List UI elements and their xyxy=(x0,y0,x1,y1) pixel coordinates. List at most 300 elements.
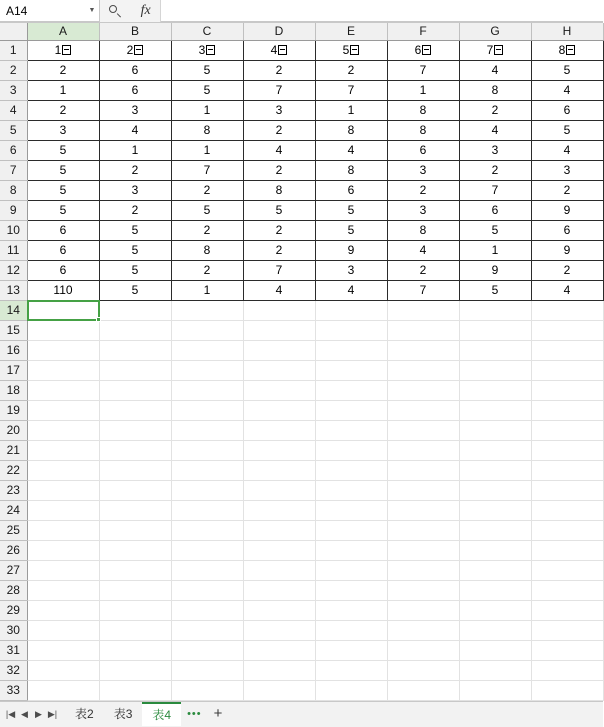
cell[interactable] xyxy=(387,300,459,320)
column-header-H[interactable]: H xyxy=(531,23,603,40)
cell[interactable]: 8 xyxy=(171,120,243,140)
cell[interactable] xyxy=(27,340,99,360)
cell[interactable] xyxy=(531,340,603,360)
cell[interactable] xyxy=(27,540,99,560)
cell[interactable]: 5 xyxy=(531,60,603,80)
select-all-corner[interactable] xyxy=(0,23,27,40)
cell[interactable] xyxy=(243,460,315,480)
cell[interactable] xyxy=(315,580,387,600)
row-header-7[interactable]: 7 xyxy=(0,160,27,180)
cell[interactable] xyxy=(99,400,171,420)
row-header-1[interactable]: 1 xyxy=(0,40,27,60)
cell[interactable]: 5 xyxy=(171,60,243,80)
row-header-24[interactable]: 24 xyxy=(0,500,27,520)
column-header-F[interactable]: F xyxy=(387,23,459,40)
cell[interactable] xyxy=(387,560,459,580)
fx-icon[interactable]: fx xyxy=(140,3,151,18)
cell[interactable]: 6 xyxy=(315,180,387,200)
cell[interactable]: 4 xyxy=(243,280,315,300)
row-header-16[interactable]: 16 xyxy=(0,340,27,360)
cell[interactable]: 3 xyxy=(99,180,171,200)
cell[interactable]: 2 xyxy=(243,120,315,140)
cell[interactable]: 6 xyxy=(27,240,99,260)
cell[interactable] xyxy=(99,620,171,640)
cell[interactable]: 2 xyxy=(459,160,531,180)
cell[interactable] xyxy=(387,320,459,340)
cell[interactable]: 2 xyxy=(243,60,315,80)
cell[interactable]: 6 xyxy=(531,100,603,120)
cell[interactable]: 7 xyxy=(459,40,531,60)
cell[interactable]: 2 xyxy=(99,160,171,180)
cell[interactable] xyxy=(243,520,315,540)
cell[interactable] xyxy=(27,480,99,500)
cell[interactable] xyxy=(531,640,603,660)
cell[interactable]: 8 xyxy=(243,180,315,200)
cell[interactable] xyxy=(243,360,315,380)
cell[interactable]: 2 xyxy=(243,220,315,240)
nav-next-icon[interactable]: ▶ xyxy=(35,709,42,719)
cell[interactable]: 2 xyxy=(171,220,243,240)
cell[interactable]: 8 xyxy=(531,40,603,60)
cell[interactable] xyxy=(27,580,99,600)
cell[interactable] xyxy=(99,580,171,600)
cell[interactable]: 2 xyxy=(99,200,171,220)
cell[interactable] xyxy=(315,380,387,400)
cell[interactable] xyxy=(459,420,531,440)
cell[interactable] xyxy=(99,440,171,460)
cell[interactable] xyxy=(531,680,603,700)
cell[interactable] xyxy=(387,440,459,460)
sheet-tab-3[interactable]: 表4 xyxy=(142,702,181,726)
cell[interactable] xyxy=(387,620,459,640)
cell[interactable] xyxy=(315,360,387,380)
cell[interactable]: 5 xyxy=(99,240,171,260)
cell[interactable]: 1 xyxy=(27,40,99,60)
cell[interactable] xyxy=(171,580,243,600)
cell[interactable] xyxy=(99,340,171,360)
cell[interactable]: 110 xyxy=(27,280,99,300)
cell[interactable]: 2 xyxy=(171,180,243,200)
cell[interactable]: 5 xyxy=(27,160,99,180)
cell[interactable] xyxy=(243,380,315,400)
cell[interactable] xyxy=(459,640,531,660)
cell[interactable] xyxy=(387,520,459,540)
cell[interactable] xyxy=(459,380,531,400)
row-header-15[interactable]: 15 xyxy=(0,320,27,340)
cell[interactable]: 2 xyxy=(531,180,603,200)
cell[interactable] xyxy=(171,680,243,700)
cell[interactable]: 6 xyxy=(387,140,459,160)
cell[interactable] xyxy=(27,420,99,440)
row-header-28[interactable]: 28 xyxy=(0,580,27,600)
cell[interactable] xyxy=(27,320,99,340)
cell[interactable]: 2 xyxy=(387,260,459,280)
cell[interactable]: 2 xyxy=(243,160,315,180)
cell[interactable] xyxy=(315,440,387,460)
cell[interactable]: 3 xyxy=(99,100,171,120)
cell[interactable] xyxy=(171,440,243,460)
cell[interactable] xyxy=(243,600,315,620)
cell[interactable] xyxy=(387,540,459,560)
cell[interactable] xyxy=(99,320,171,340)
cell[interactable] xyxy=(171,480,243,500)
cell[interactable] xyxy=(459,480,531,500)
cell[interactable] xyxy=(315,460,387,480)
cell[interactable]: 2 xyxy=(27,100,99,120)
row-header-27[interactable]: 27 xyxy=(0,560,27,580)
formula-input[interactable] xyxy=(161,0,603,22)
cell[interactable]: 1 xyxy=(387,80,459,100)
cell[interactable] xyxy=(27,500,99,520)
cell[interactable]: 5 xyxy=(315,40,387,60)
add-sheet-icon[interactable]: + xyxy=(213,705,223,722)
cell[interactable]: 1 xyxy=(315,100,387,120)
cell[interactable] xyxy=(459,580,531,600)
cell[interactable] xyxy=(99,680,171,700)
row-header-4[interactable]: 4 xyxy=(0,100,27,120)
cell[interactable] xyxy=(315,660,387,680)
cell[interactable] xyxy=(531,320,603,340)
column-header-A[interactable]: A xyxy=(27,23,99,40)
cell[interactable]: 5 xyxy=(27,140,99,160)
cell[interactable] xyxy=(459,320,531,340)
cell[interactable] xyxy=(315,640,387,660)
cell[interactable] xyxy=(315,400,387,420)
cell[interactable]: 6 xyxy=(459,200,531,220)
row-header-5[interactable]: 5 xyxy=(0,120,27,140)
cell[interactable]: 7 xyxy=(171,160,243,180)
cell[interactable]: 4 xyxy=(315,280,387,300)
cell[interactable] xyxy=(243,300,315,320)
cell[interactable] xyxy=(387,640,459,660)
row-header-17[interactable]: 17 xyxy=(0,360,27,380)
cell[interactable]: 5 xyxy=(315,220,387,240)
cell[interactable] xyxy=(27,680,99,700)
cell[interactable]: 8 xyxy=(387,100,459,120)
cell[interactable]: 5 xyxy=(459,220,531,240)
cell[interactable] xyxy=(99,420,171,440)
cell[interactable] xyxy=(315,480,387,500)
cell[interactable] xyxy=(459,460,531,480)
cell[interactable] xyxy=(387,340,459,360)
row-header-13[interactable]: 13 xyxy=(0,280,27,300)
name-box[interactable] xyxy=(0,0,100,22)
cell[interactable] xyxy=(531,560,603,580)
cell[interactable] xyxy=(387,420,459,440)
cell[interactable] xyxy=(459,680,531,700)
cell[interactable]: 5 xyxy=(315,200,387,220)
cell[interactable]: 3 xyxy=(387,200,459,220)
cell[interactable] xyxy=(243,660,315,680)
row-header-31[interactable]: 31 xyxy=(0,640,27,660)
cell[interactable] xyxy=(387,460,459,480)
cell[interactable] xyxy=(531,300,603,320)
cell[interactable] xyxy=(315,520,387,540)
cell[interactable]: 1 xyxy=(459,240,531,260)
cell[interactable]: 2 xyxy=(27,60,99,80)
cell[interactable]: 9 xyxy=(531,240,603,260)
cell[interactable] xyxy=(99,460,171,480)
cell[interactable]: 8 xyxy=(315,160,387,180)
cell[interactable] xyxy=(27,440,99,460)
row-header-10[interactable]: 10 xyxy=(0,220,27,240)
row-header-11[interactable]: 11 xyxy=(0,240,27,260)
cell[interactable] xyxy=(315,600,387,620)
cell[interactable] xyxy=(99,600,171,620)
cell[interactable] xyxy=(531,460,603,480)
cell[interactable]: 6 xyxy=(99,60,171,80)
cell[interactable] xyxy=(531,420,603,440)
cell[interactable]: 3 xyxy=(243,100,315,120)
nav-first-icon[interactable]: |◀ xyxy=(5,709,16,719)
cell[interactable] xyxy=(171,600,243,620)
cell[interactable] xyxy=(531,540,603,560)
sheet-tab-2[interactable]: 表3 xyxy=(104,702,143,726)
cell[interactable] xyxy=(459,400,531,420)
cell[interactable]: 6 xyxy=(99,80,171,100)
cell[interactable] xyxy=(27,640,99,660)
cell[interactable] xyxy=(387,600,459,620)
cell[interactable]: 5 xyxy=(243,200,315,220)
cell[interactable]: 8 xyxy=(387,120,459,140)
cell[interactable]: 3 xyxy=(315,260,387,280)
cell[interactable] xyxy=(387,380,459,400)
cell[interactable] xyxy=(531,380,603,400)
column-header-B[interactable]: B xyxy=(99,23,171,40)
cell[interactable]: 7 xyxy=(387,60,459,80)
cell[interactable] xyxy=(99,640,171,660)
cell[interactable] xyxy=(243,560,315,580)
column-header-C[interactable]: C xyxy=(171,23,243,40)
cell[interactable] xyxy=(459,360,531,380)
cell[interactable] xyxy=(459,520,531,540)
cell[interactable] xyxy=(27,300,99,320)
cell[interactable] xyxy=(99,560,171,580)
cell[interactable] xyxy=(531,480,603,500)
cell[interactable] xyxy=(99,480,171,500)
cell[interactable] xyxy=(243,420,315,440)
cell[interactable] xyxy=(171,320,243,340)
cell[interactable] xyxy=(315,560,387,580)
cell[interactable] xyxy=(315,300,387,320)
cell[interactable]: 1 xyxy=(99,140,171,160)
row-header-22[interactable]: 22 xyxy=(0,460,27,480)
cell[interactable] xyxy=(99,360,171,380)
cell[interactable] xyxy=(27,360,99,380)
cell[interactable]: 2 xyxy=(531,260,603,280)
row-header-3[interactable]: 3 xyxy=(0,80,27,100)
cell[interactable] xyxy=(99,300,171,320)
cell[interactable]: 4 xyxy=(315,140,387,160)
cell[interactable]: 3 xyxy=(459,140,531,160)
cell[interactable]: 1 xyxy=(171,140,243,160)
cell[interactable] xyxy=(243,640,315,660)
column-header-D[interactable]: D xyxy=(243,23,315,40)
cell[interactable] xyxy=(171,360,243,380)
cell[interactable]: 6 xyxy=(27,220,99,240)
cell[interactable] xyxy=(243,480,315,500)
cell[interactable]: 7 xyxy=(243,260,315,280)
row-header-12[interactable]: 12 xyxy=(0,260,27,280)
cell[interactable]: 5 xyxy=(459,280,531,300)
row-header-2[interactable]: 2 xyxy=(0,60,27,80)
row-header-19[interactable]: 19 xyxy=(0,400,27,420)
cell[interactable]: 6 xyxy=(27,260,99,280)
nav-prev-icon[interactable]: ◀ xyxy=(21,709,28,719)
cell[interactable] xyxy=(531,500,603,520)
cell[interactable] xyxy=(315,320,387,340)
cell[interactable] xyxy=(315,540,387,560)
cell[interactable]: 5 xyxy=(171,80,243,100)
search-icon[interactable] xyxy=(109,5,122,18)
sheet-menu-icon[interactable]: ••• xyxy=(187,708,202,720)
cell[interactable]: 7 xyxy=(243,80,315,100)
row-header-9[interactable]: 9 xyxy=(0,200,27,220)
cell[interactable]: 3 xyxy=(531,160,603,180)
cell[interactable] xyxy=(243,340,315,360)
cell[interactable]: 4 xyxy=(243,140,315,160)
cell[interactable]: 7 xyxy=(315,80,387,100)
cell[interactable] xyxy=(243,540,315,560)
cell[interactable]: 2 xyxy=(315,60,387,80)
sheet-tab-1[interactable]: 表2 xyxy=(65,702,104,726)
cell[interactable]: 2 xyxy=(459,100,531,120)
cell[interactable] xyxy=(531,440,603,460)
cell[interactable] xyxy=(171,420,243,440)
cell[interactable] xyxy=(459,300,531,320)
cell[interactable] xyxy=(99,660,171,680)
cell[interactable] xyxy=(459,500,531,520)
cell[interactable] xyxy=(243,320,315,340)
cell[interactable] xyxy=(387,360,459,380)
cell[interactable]: 2 xyxy=(99,40,171,60)
cell[interactable] xyxy=(531,360,603,380)
cell[interactable] xyxy=(531,520,603,540)
cell[interactable]: 3 xyxy=(387,160,459,180)
cell[interactable]: 4 xyxy=(387,240,459,260)
cell[interactable]: 4 xyxy=(99,120,171,140)
row-header-8[interactable]: 8 xyxy=(0,180,27,200)
cell[interactable] xyxy=(27,400,99,420)
cell[interactable]: 3 xyxy=(171,40,243,60)
cell[interactable] xyxy=(171,620,243,640)
cell[interactable] xyxy=(387,680,459,700)
cell[interactable] xyxy=(315,680,387,700)
cell[interactable] xyxy=(171,640,243,660)
cell[interactable] xyxy=(459,560,531,580)
cell[interactable] xyxy=(243,400,315,420)
cell[interactable] xyxy=(459,540,531,560)
cell[interactable]: 9 xyxy=(315,240,387,260)
cell[interactable] xyxy=(531,620,603,640)
cell[interactable] xyxy=(459,440,531,460)
row-header-33[interactable]: 33 xyxy=(0,680,27,700)
cell[interactable] xyxy=(171,540,243,560)
row-header-20[interactable]: 20 xyxy=(0,420,27,440)
cell[interactable] xyxy=(315,500,387,520)
cell[interactable] xyxy=(387,400,459,420)
cell[interactable]: 7 xyxy=(459,180,531,200)
cell[interactable]: 1 xyxy=(171,100,243,120)
row-header-6[interactable]: 6 xyxy=(0,140,27,160)
cell[interactable]: 1 xyxy=(27,80,99,100)
cell[interactable]: 8 xyxy=(459,80,531,100)
cell[interactable] xyxy=(243,620,315,640)
cell[interactable] xyxy=(387,480,459,500)
column-header-G[interactable]: G xyxy=(459,23,531,40)
cell[interactable] xyxy=(243,500,315,520)
cell[interactable]: 4 xyxy=(459,120,531,140)
grid-area[interactable] xyxy=(0,23,603,701)
cell[interactable]: 5 xyxy=(531,120,603,140)
cell[interactable]: 9 xyxy=(531,200,603,220)
row-header-18[interactable]: 18 xyxy=(0,380,27,400)
cell[interactable]: 8 xyxy=(171,240,243,260)
cell[interactable]: 2 xyxy=(171,260,243,280)
cell[interactable] xyxy=(171,660,243,680)
cell[interactable] xyxy=(459,340,531,360)
cell[interactable] xyxy=(99,520,171,540)
cell[interactable]: 5 xyxy=(99,260,171,280)
cell[interactable]: 9 xyxy=(459,260,531,280)
cell[interactable] xyxy=(171,340,243,360)
row-header-25[interactable]: 25 xyxy=(0,520,27,540)
cell[interactable]: 1 xyxy=(171,280,243,300)
row-header-30[interactable]: 30 xyxy=(0,620,27,640)
row-header-14[interactable]: 14 xyxy=(0,300,27,320)
cell[interactable] xyxy=(27,520,99,540)
cell[interactable] xyxy=(387,500,459,520)
chevron-down-icon[interactable]: ▼ xyxy=(88,6,96,14)
cell[interactable]: 7 xyxy=(387,280,459,300)
cell[interactable] xyxy=(315,620,387,640)
cell[interactable] xyxy=(27,560,99,580)
cell[interactable] xyxy=(531,400,603,420)
cell[interactable] xyxy=(99,540,171,560)
cell[interactable] xyxy=(531,600,603,620)
cell[interactable]: 5 xyxy=(171,200,243,220)
cell[interactable] xyxy=(27,660,99,680)
cell[interactable] xyxy=(171,400,243,420)
cell[interactable] xyxy=(459,620,531,640)
cell[interactable] xyxy=(315,420,387,440)
row-header-32[interactable]: 32 xyxy=(0,660,27,680)
cell[interactable]: 4 xyxy=(459,60,531,80)
cell[interactable] xyxy=(171,460,243,480)
cell[interactable] xyxy=(531,660,603,680)
cell[interactable] xyxy=(387,580,459,600)
cell[interactable] xyxy=(531,580,603,600)
cell[interactable] xyxy=(315,340,387,360)
row-header-29[interactable]: 29 xyxy=(0,600,27,620)
cell[interactable]: 6 xyxy=(531,220,603,240)
cell[interactable]: 2 xyxy=(387,180,459,200)
cell[interactable] xyxy=(459,600,531,620)
cell[interactable] xyxy=(99,380,171,400)
nav-last-icon[interactable]: ▶| xyxy=(47,709,58,719)
cell[interactable] xyxy=(243,680,315,700)
cell[interactable]: 6 xyxy=(387,40,459,60)
cell[interactable] xyxy=(459,660,531,680)
cell[interactable]: 5 xyxy=(99,280,171,300)
cell[interactable] xyxy=(387,660,459,680)
cell[interactable] xyxy=(171,380,243,400)
cell[interactable]: 3 xyxy=(27,120,99,140)
cell[interactable] xyxy=(243,580,315,600)
column-header-E[interactable]: E xyxy=(315,23,387,40)
cell[interactable] xyxy=(171,520,243,540)
cell[interactable] xyxy=(171,300,243,320)
